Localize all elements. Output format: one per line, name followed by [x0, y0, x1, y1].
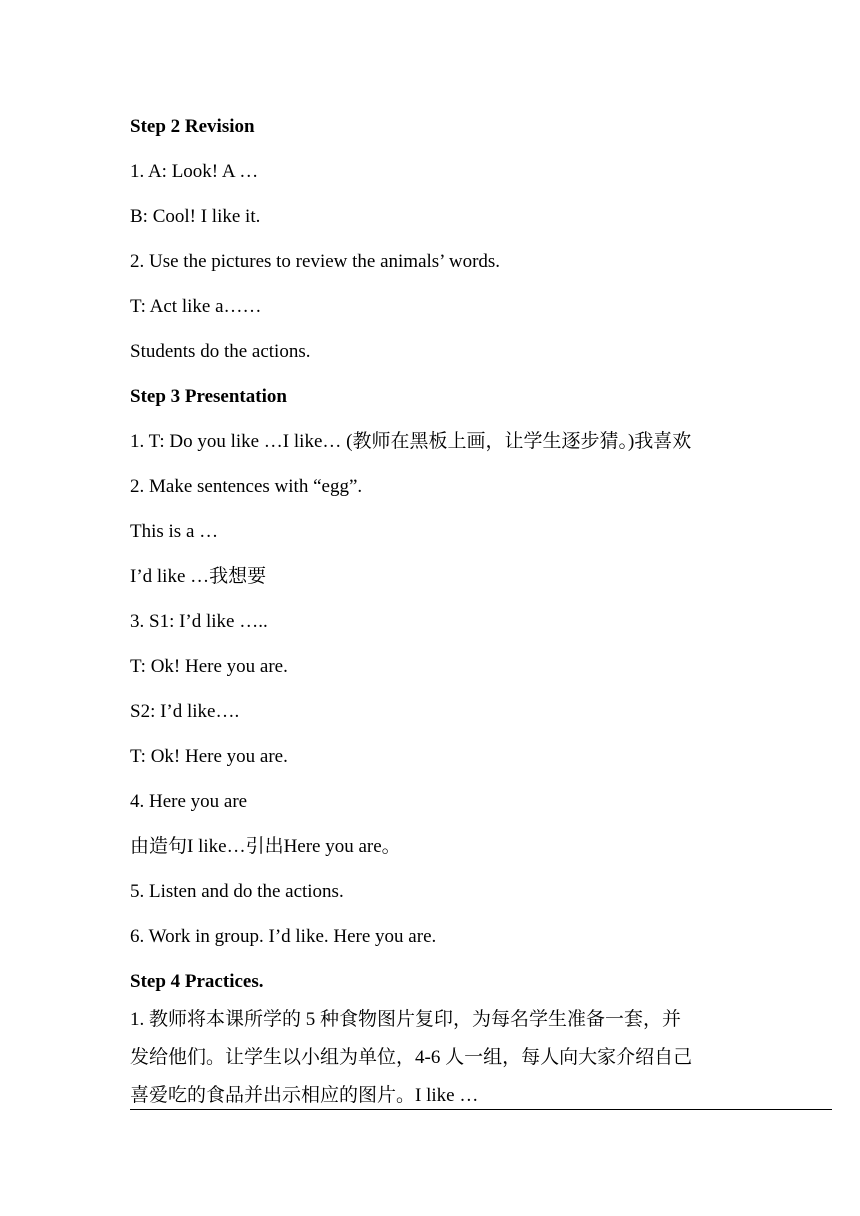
- step3-line-7: S2: I’d like….: [130, 701, 240, 722]
- step4-heading: Step 4 Practices.: [130, 971, 264, 992]
- step3-line-11: 5. Listen and do the actions.: [130, 881, 344, 902]
- step3-line-1: 1. T: Do you like …I like… (教师在黑板上画，让学生逐步猜。)我喜欢: [130, 431, 692, 452]
- step3-line-4: I’d like …我想要: [130, 566, 267, 587]
- step3-line-10: 由造句I like…引出Here you are。: [130, 836, 401, 857]
- step4-line-3: 喜爱吃的食品并出示相应的图片。I like …: [130, 1085, 479, 1106]
- step3-line-2: 2. Make sentences with “egg”.: [130, 476, 363, 497]
- step2-line-5: Students do the actions.: [130, 341, 311, 362]
- step2-line-1: 1. A: Look! A …: [130, 161, 259, 182]
- step2-line-3: 2. Use the pictures to review the animals’ words.: [130, 251, 501, 272]
- step3-line-3: This is a …: [130, 521, 219, 542]
- step3-heading: Step 3 Presentation: [130, 386, 287, 407]
- step2-line-4: T: Act like a……: [130, 296, 262, 317]
- step4-line-1: 1. 教师将本课所学的 5 种食物图片复印，为每名学生准备一套，并: [130, 1009, 682, 1030]
- step3-line-5: 3. S1: I’d like …..: [130, 611, 268, 632]
- step3-line-8: T: Ok! Here you are.: [130, 746, 288, 767]
- step2-line-2: B: Cool! I like it.: [130, 206, 261, 227]
- step4-line-2: 发给他们。让学生以小组为单位，4-6 人一组，每人向大家介绍自己: [130, 1047, 693, 1068]
- step3-line-6: T: Ok! Here you are.: [130, 656, 288, 677]
- footer-rule: [130, 1109, 832, 1110]
- step3-line-12: 6. Work in group. I’d like. Here you are.: [130, 926, 437, 947]
- step2-heading: Step 2 Revision: [130, 116, 255, 137]
- step3-line-9: 4. Here you are: [130, 791, 248, 812]
